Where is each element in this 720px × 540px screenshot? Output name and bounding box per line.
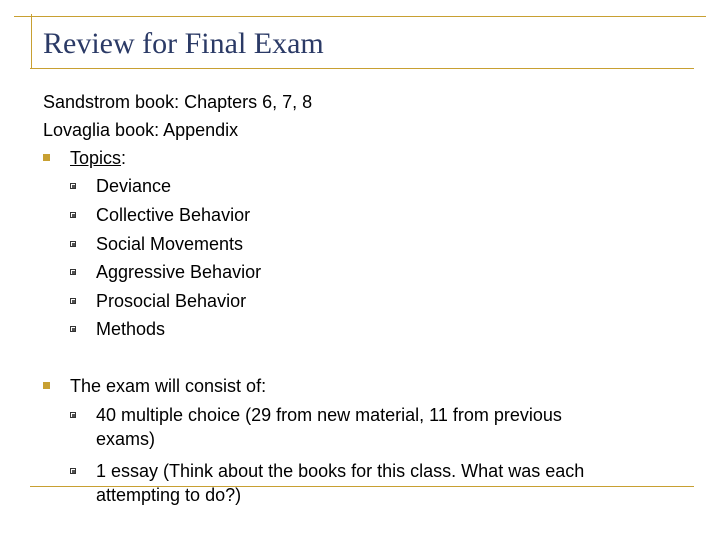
slide-title: Review for Final Exam [43, 27, 324, 60]
exam-bullet-icon [43, 382, 50, 389]
topic-item: Deviance [96, 176, 172, 196]
lovaglia-line: Lovaglia book: Appendix [43, 120, 239, 140]
sandstrom-line: Sandstrom book: Chapters 6, 7, 8 [43, 92, 313, 112]
exam-item-line: 1 essay (Think about the books for this class. What was each [96, 461, 585, 481]
topic-item: Aggressive Behavior [96, 262, 262, 282]
topic-bullet-icon [70, 212, 76, 218]
top-rule [14, 16, 706, 17]
topics-bullet-icon [43, 154, 50, 161]
exam-item-line: attempting to do?) [96, 485, 242, 505]
topic-item: Methods [96, 319, 166, 339]
title-underline-rule [30, 68, 694, 69]
topic-item: Prosocial Behavior [96, 291, 247, 311]
topics-heading [70, 148, 126, 169]
topics-label: Topics [70, 148, 122, 168]
topic-item: Social Movements [96, 234, 244, 254]
topic-item: Collective Behavior [96, 205, 251, 225]
topic-bullet-icon [70, 241, 76, 247]
exam-item-line: exams) [96, 429, 156, 449]
topic-bullet-icon [70, 269, 76, 275]
topic-bullet-icon [70, 298, 76, 304]
topic-bullet-icon [70, 183, 76, 189]
exam-item-bullet-icon [70, 468, 76, 474]
title-left-rule [31, 14, 32, 68]
topic-bullet-icon [70, 326, 76, 332]
exam-item-bullet-icon [70, 412, 76, 418]
exam-heading: The exam will consist of: [70, 376, 267, 396]
exam-item-line: 40 multiple choice (29 from new material, 11 from previous [96, 405, 562, 425]
topics-colon: : [121, 148, 127, 168]
